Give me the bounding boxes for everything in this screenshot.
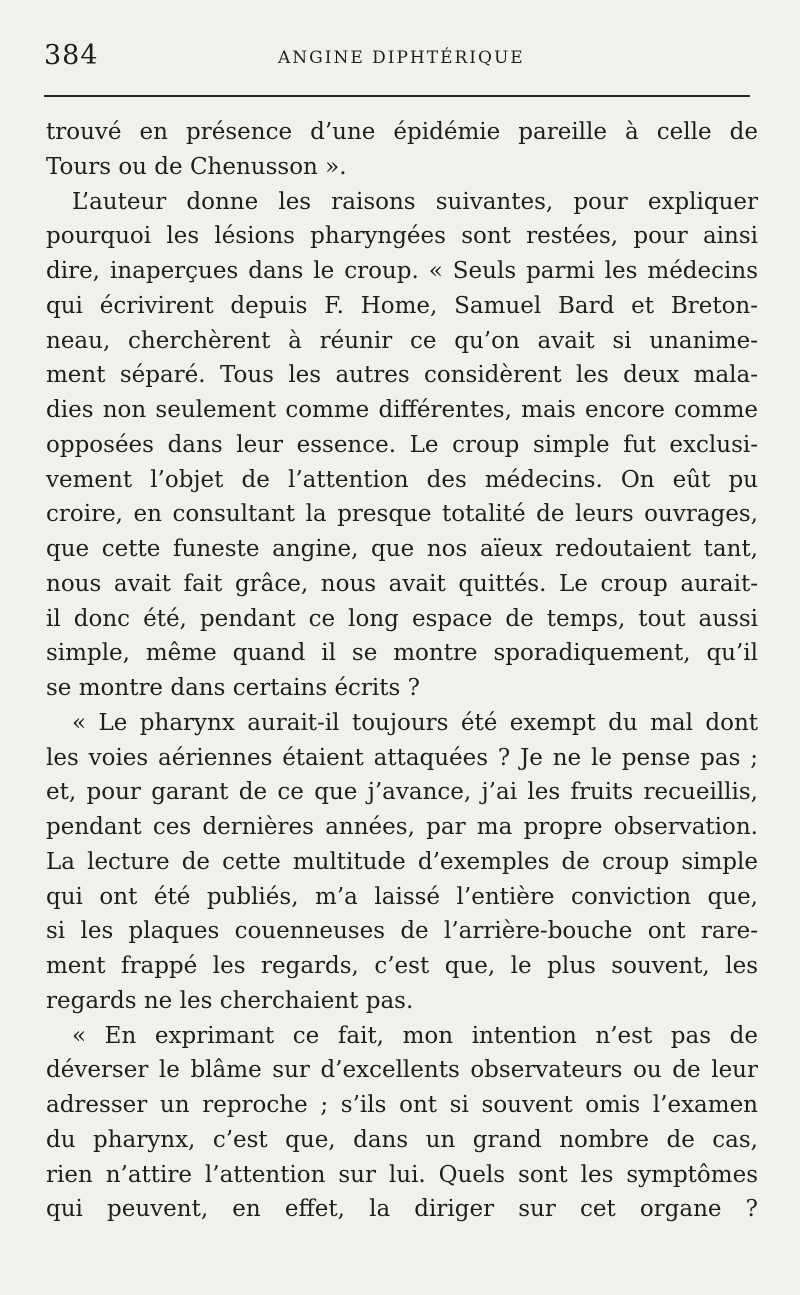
text-line: nous avait fait grâce, nous avait quittés. Le croup aurait- [46,570,758,597]
text-line: et, pour garant de ce que j’avance, j’ai les fruits recueillis, [46,779,758,806]
text-line: ment frappé les regards, c’est que, le plus souvent, les [46,953,758,979]
text-line: les voies aériennes étaient attaquées ? Je ne le pense pas ; [46,744,758,771]
text-line: trouvé en présence d’une épidémie pareille à celle de [46,119,758,145]
text-line: déverser le blâme sur d’excellents observateurs ou de leur [46,1057,758,1084]
text-line: « Le pharynx aurait-il toujours été exempt du mal dont [72,709,758,736]
text-line: qui peuvent, en effet, la diriger sur cet organe ? [46,1196,758,1223]
text-line: dies non seulement comme différentes, mais encore comme [46,397,758,423]
text-line: simple, même quand il se montre sporadiquement, qu’il [46,640,758,667]
text-line: La lecture de cette multitude d’exemples de croup simple [46,848,758,875]
text-line: qui écrivirent depuis F. Home, Samuel Bard et Breton- [46,292,758,319]
text-line: regards ne les cherchaient pas. [46,987,414,1014]
text-line: ment séparé. Tous les autres considèrent les deux mala- [46,362,758,389]
text-line: adresser un reproche ; s’ils ont si souvent omis l’examen [46,1092,758,1118]
text-line: pourquoi les lésions pharyngées sont restées, pour ainsi [46,223,758,250]
page-number: 384 [44,40,99,71]
text-line: neau, cherchèrent à réunir ce qu’on avait si unanime- [46,327,758,354]
text-line: pendant ces dernières années, par ma propre observation. [46,814,758,840]
text-line: du pharynx, c’est que, dans un grand nombre de cas, [46,1126,758,1153]
text-line: il donc été, pendant ce long espace de temps, tout aussi [46,605,758,632]
text-line: se montre dans certains écrits ? [46,675,420,701]
running-head [0,0,800,100]
text-line: croire, en consultant la presque totalité de leurs ouvrages, [46,501,758,528]
text-line: L’auteur donne les raisons suivantes, pour expliquer [72,188,758,215]
text-line: vement l’objet de l’attention des médecins. On eût pu [46,466,758,493]
running-title: ANGINE DIPHTÉRIQUE [278,48,525,68]
text-line: dire, inaperçues dans le croup. « Seuls parmi les médecins [46,258,758,284]
body-text [46,115,758,1227]
text-line: si les plaques couenneuses de l’arrière-bouche ont rare- [46,918,758,945]
header-rule [44,95,750,97]
text-line: « En exprimant ce fait, mon intention n’est pas de [72,1022,758,1049]
text-line: que cette funeste angine, que nos aïeux redoutaient tant, [46,536,758,562]
text-line: Tours ou de Chenusson ». [46,153,347,180]
text-line: opposées dans leur essence. Le croup simple fut exclusi- [46,431,758,458]
text-line: qui ont été publiés, m’a laissé l’entière conviction que, [46,883,758,910]
text-line: rien n’attire l’attention sur lui. Quels sont les symptômes [46,1161,758,1188]
